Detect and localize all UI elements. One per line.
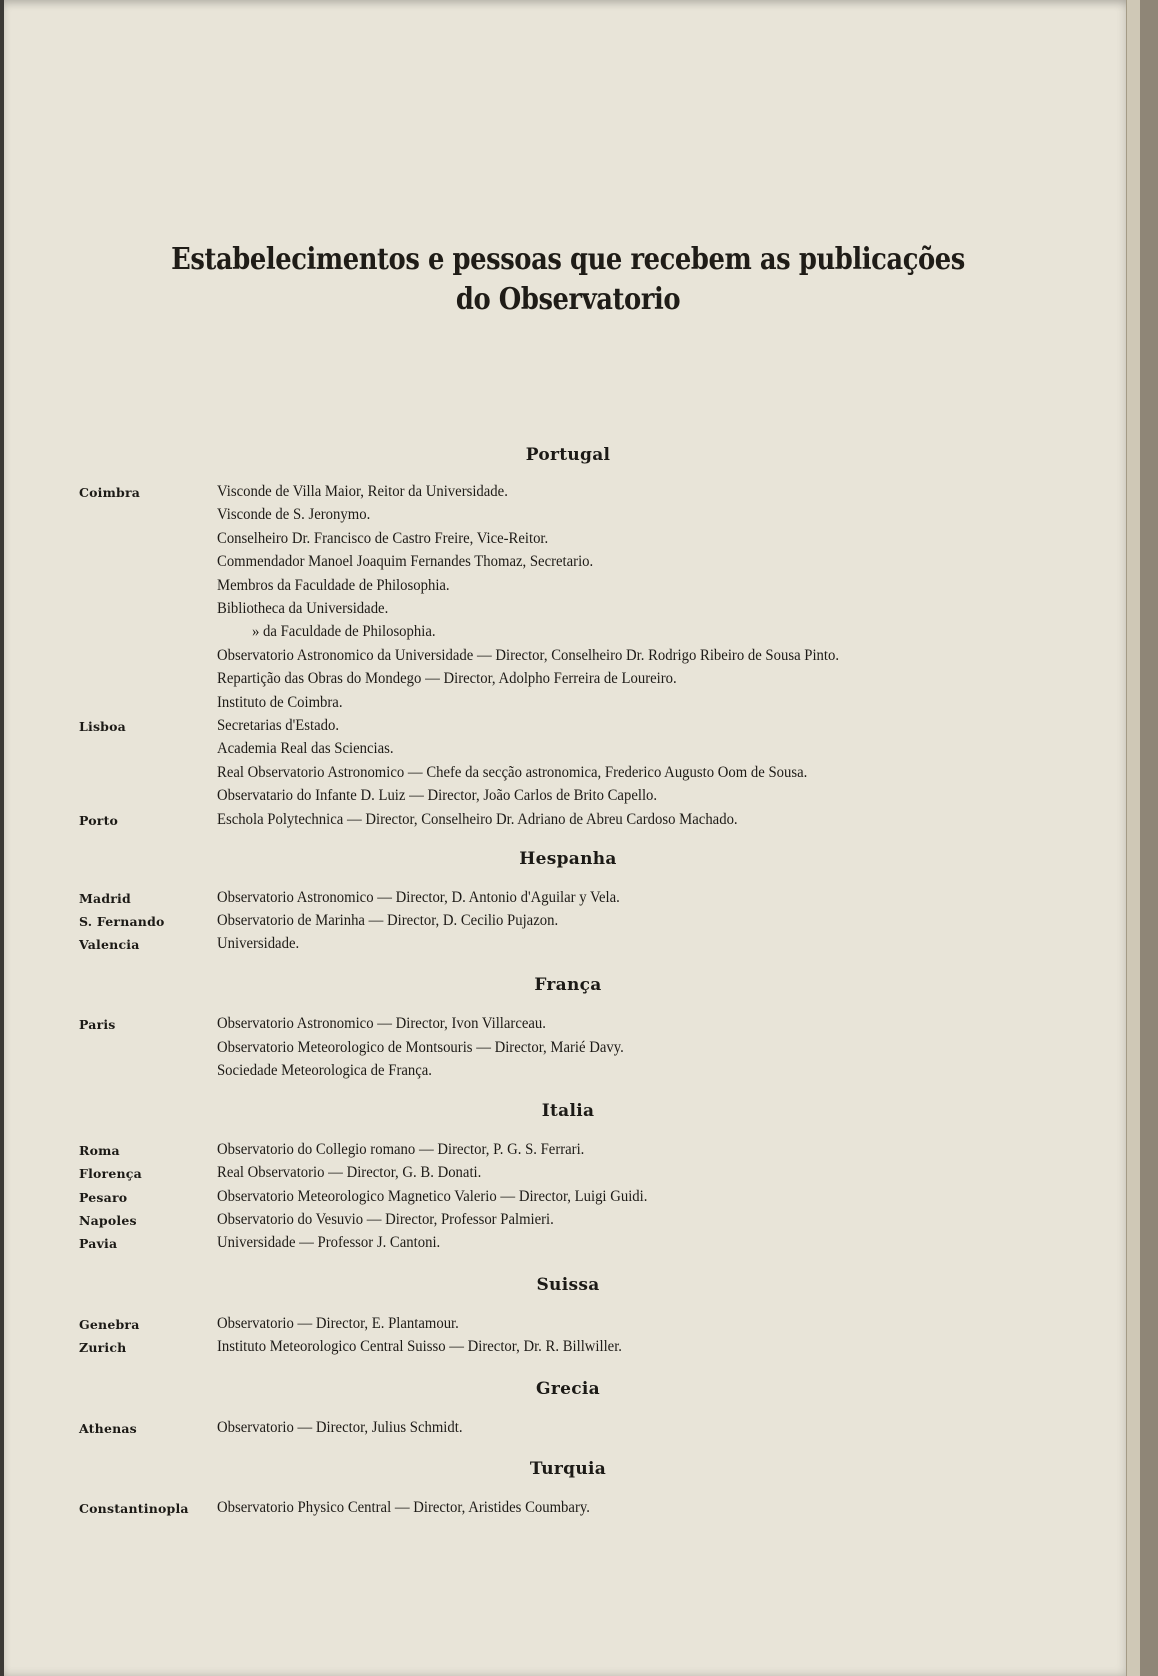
recipient-entry: Observatorio Meteorologico de Montsouris — Director, Marié Davy. — [217, 1039, 624, 1056]
place-name: Pesaro — [79, 1190, 128, 1205]
place-name: Zurich — [79, 1340, 127, 1355]
place-name: Athenas — [79, 1421, 137, 1436]
recipient-entry: Observatorio de Marinha — Director, D. Cecilio Pujazon. — [217, 912, 559, 929]
recipient-entry: Observatorio — Director, Julius Schmidt. — [217, 1419, 463, 1436]
place-name: Lisboa — [79, 719, 126, 734]
section-heading: Turquia — [529, 1459, 607, 1479]
recipient-entry: Sociedade Meteorologica de França. — [217, 1062, 432, 1079]
recipient-entry: Observatario do Infante D. Luiz — Director, João Carlos de Brito Capello. — [217, 787, 658, 804]
recipient-entry: Repartição das Obras do Mondego — Director, Adolpho Ferreira de Loureiro. — [217, 670, 677, 687]
place-name: Florença — [79, 1166, 142, 1181]
recipient-entry: Eschola Polytechnica — Director, Conselheiro Dr. Adriano de Abreu Cardoso Machado. — [217, 811, 738, 828]
recipient-entry: Membros da Faculdade de Philosophia. — [217, 577, 450, 594]
recipient-entry: Universidade — Professor J. Cantoni. — [217, 1234, 441, 1251]
section-heading: Portugal — [525, 445, 611, 465]
recipient-entry: Secretarias d'Estado. — [217, 717, 340, 734]
recipient-entry: Observatorio — Director, E. Plantamour. — [217, 1315, 459, 1332]
recipient-entry: Commendador Manoel Joaquim Fernandes Thomaz, Secretario. — [217, 553, 594, 570]
recipient-entry: Real Observatorio — Director, G. B. Donati. — [217, 1164, 482, 1181]
recipient-entry: Visconde de S. Jeronymo. — [217, 506, 371, 523]
recipient-entry: » da Faculdade de Philosophia. — [252, 623, 436, 640]
page-title — [83, 240, 1053, 320]
recipient-entry: Conselheiro Dr. Francisco de Castro Freire, Vice-Reitor. — [217, 530, 549, 547]
recipient-entry: Real Observatorio Astronomico — Chefe da secção astronomica, Frederico Augusto Oom de Sousa. — [217, 764, 808, 781]
recipient-entry: Instituto de Coimbra. — [217, 694, 343, 711]
place-name: Genebra — [79, 1317, 140, 1332]
recipient-entry: Universidade. — [217, 935, 300, 952]
recipient-entry: Observatorio Astronomico da Universidade — Director, Conselheiro Dr. Rodrigo Ribeiro de Sousa Pinto. — [217, 647, 840, 664]
recipient-entry: Instituto Meteorologico Central Suisso — Director, Dr. R. Billwiller. — [217, 1338, 622, 1355]
section-heading: Italia — [541, 1101, 595, 1121]
recipient-entry: Visconde de Villa Maior, Reitor da Universidade. — [217, 483, 508, 500]
place-name: Constantinopla — [79, 1501, 189, 1516]
section-heading: Hespanha — [519, 849, 617, 869]
recipient-entry: Bibliotheca da Universidade. — [217, 600, 389, 617]
place-name: Valencia — [79, 937, 140, 952]
place-name: Roma — [79, 1143, 120, 1158]
place-name: S. Fernando — [79, 914, 165, 929]
book-edge — [1140, 0, 1158, 1676]
place-name: Paris — [79, 1017, 116, 1032]
place-name: Coimbra — [79, 485, 141, 500]
place-name: Porto — [79, 813, 119, 828]
place-name: Madrid — [79, 891, 131, 906]
recipient-entry: Observatorio Astronomico — Director, D. Antonio d'Aguilar y Vela. — [217, 889, 620, 906]
title-line-2: do Observatorio — [455, 282, 681, 317]
recipient-entry: Academia Real das Sciencias. — [217, 740, 394, 757]
recipient-entry: Observatorio do Vesuvio — Director, Professor Palmieri. — [217, 1211, 554, 1228]
recipient-entry: Observatorio do Collegio romano — Director, P. G. S. Ferrari. — [217, 1141, 585, 1158]
recipient-entry: Observatorio Meteorologico Magnetico Valerio — Director, Luigi Guidi. — [217, 1188, 648, 1205]
place-name: Pavia — [79, 1236, 118, 1251]
title-line-1: Estabelecimentos e pessoas que recebem as publicações — [171, 242, 965, 277]
recipient-entry: Observatorio Astronomico — Director, Ivon Villarceau. — [217, 1015, 546, 1032]
recipient-entry: Observatorio Physico Central — Director, Aristides Coumbary. — [217, 1499, 590, 1516]
section-heading: Suissa — [536, 1275, 600, 1295]
place-name: Napoles — [79, 1213, 137, 1228]
section-heading: França — [534, 975, 602, 995]
section-heading: Grecia — [536, 1379, 600, 1399]
document-page — [4, 0, 1132, 1676]
